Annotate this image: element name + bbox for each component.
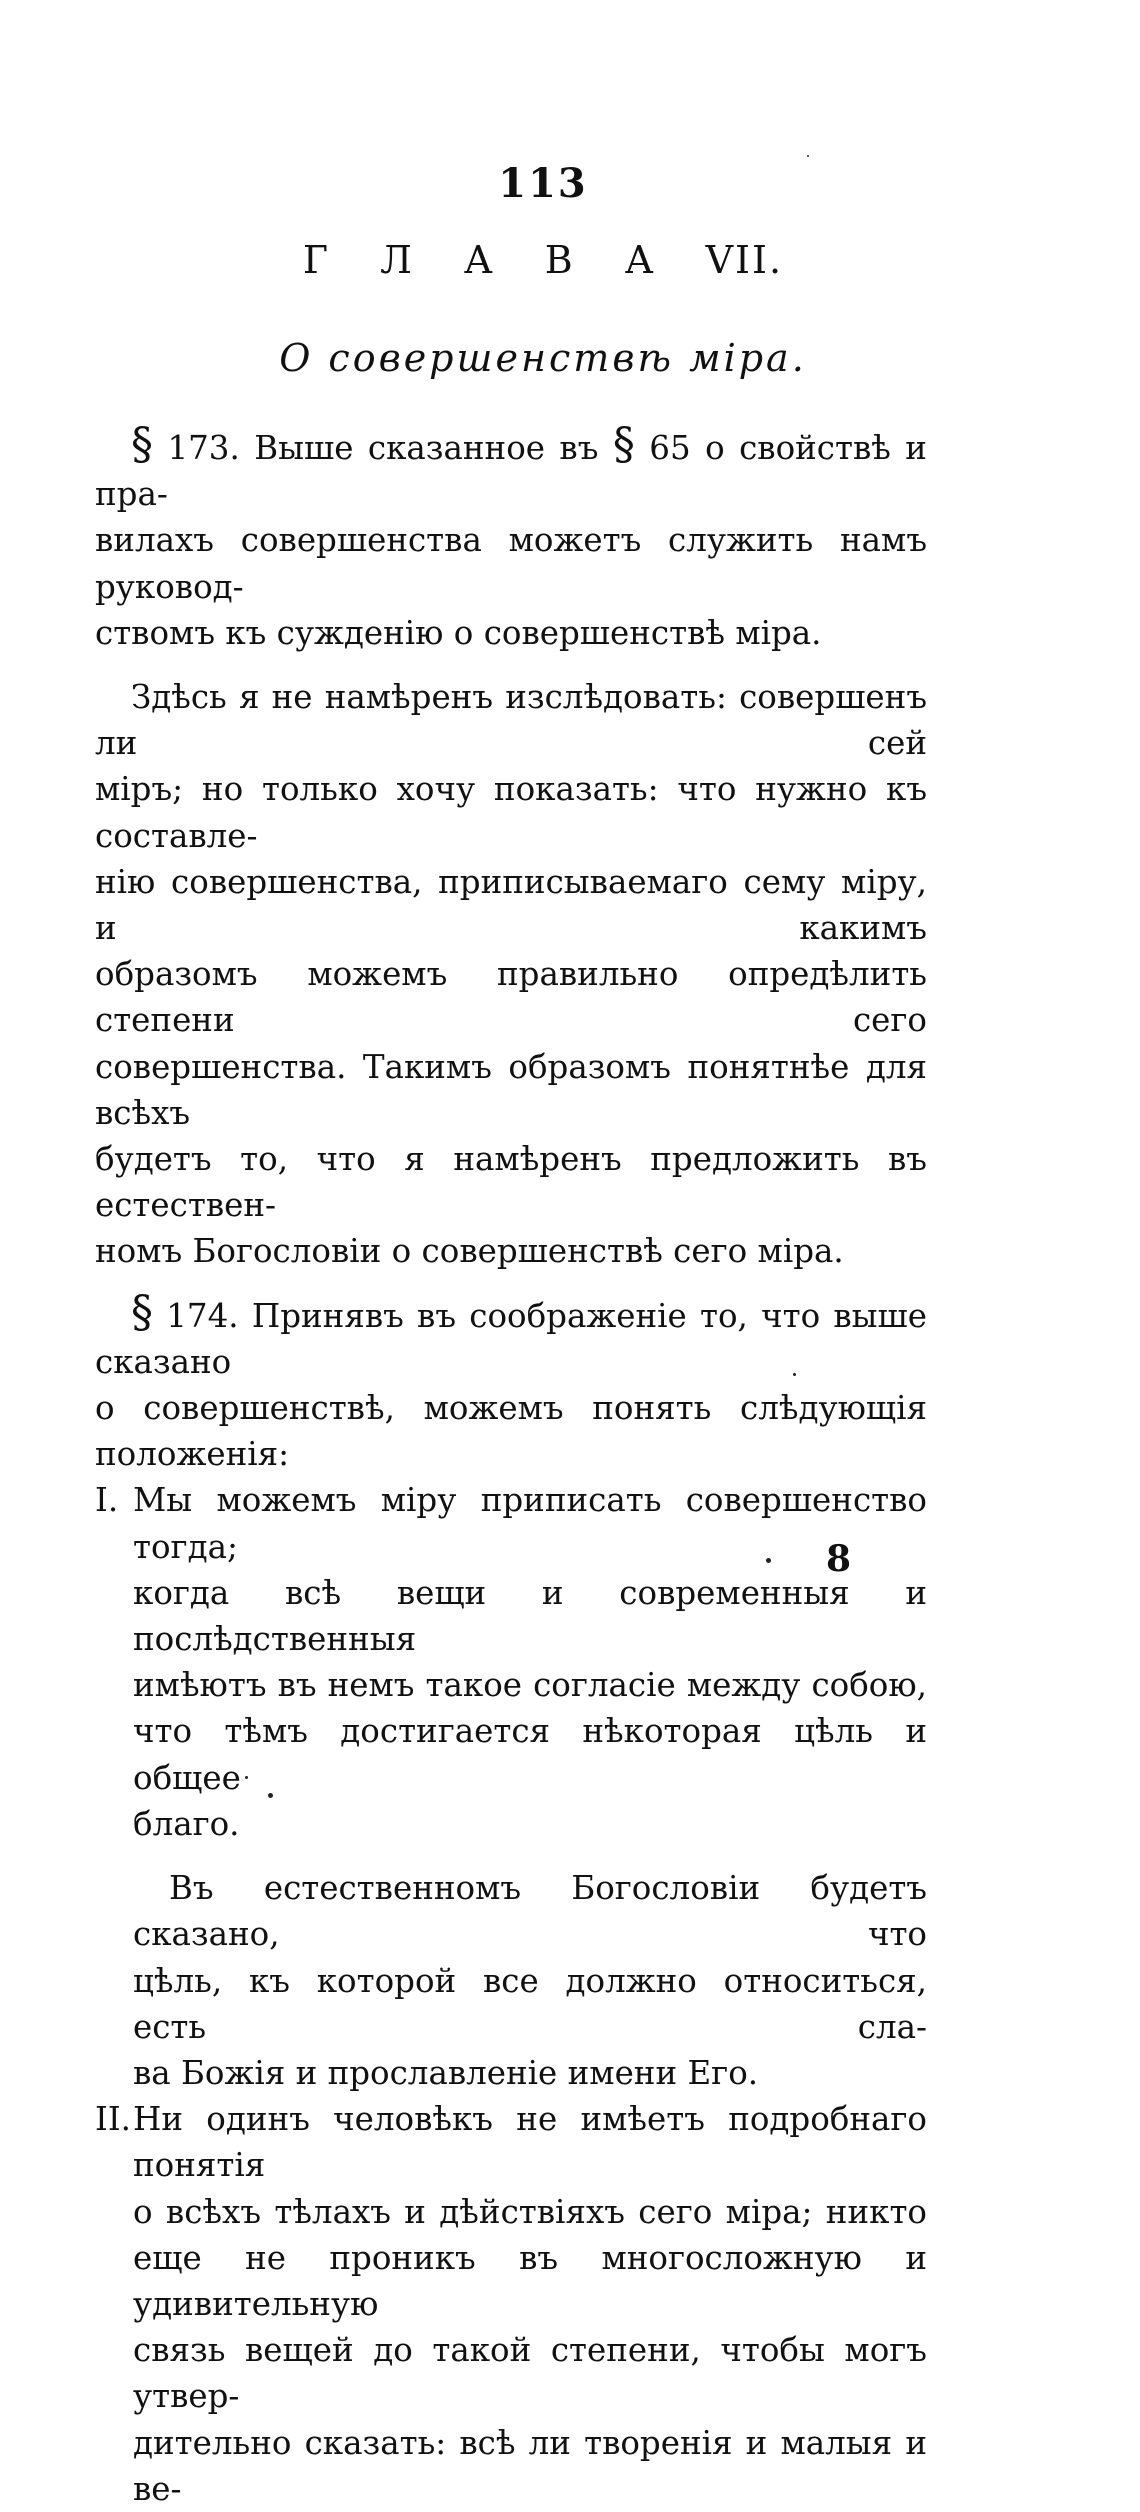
text-line: что тѣмъ достигается нѣкоторая цѣль и общее [133,1712,927,1797]
page-number: 113 [498,160,588,207]
text-line: Въ естественномъ Богословіи будетъ сказано, что [133,1869,927,1954]
section-sign: § [612,419,635,470]
item-2-number: II. [95,2100,132,2139]
text-line: имѣютъ въ немъ такое согласіе между собою, [133,1666,927,1705]
text-line: будетъ то, что я намѣренъ предложить въ естествен- [95,1140,927,1225]
text-line: Здѣсь я не намѣренъ изслѣдовать: совершенъ ли сей [95,678,927,763]
text-line: связь вещей до такой степени, чтобы могъ утвер- [133,2331,927,2416]
text-line: образомъ можемъ правильно опредѣлить степени сего [95,955,927,1040]
text-line: нію совершенства, приписываемаго сему міру, и какимъ [95,862,927,948]
text-line: міръ; но только хочу показать: что нужно къ составле- [95,770,927,855]
section-173-line: § 173. Выше сказанное въ § 65 о свойствѣ и пра- [95,419,927,514]
ink-speck [793,1373,796,1376]
chapter-title: О совершенствѣ міра. [279,336,807,380]
section-174-number: 174. [166,1296,239,1335]
text-line: ва Божія и прославленіе имени Его. [133,2053,759,2092]
section-sign: § [131,419,153,470]
text-line: дительно сказать: всѣ ли творенія и малыя и ве- [133,2423,927,2508]
text-line: вилахъ совершенства можетъ служить намъ руковод- [95,521,927,606]
section-173-number: 173. [167,429,240,467]
item-2-line: II.Ни одинъ человѣкъ не имѣетъ подробнаго понятія [95,2096,927,2188]
text-line: о совершенствѣ, можемъ понять слѣдующія положенія: [95,1389,927,1474]
item-1-number: I. [95,1481,119,1520]
text-line: цѣль, къ которой все должно относиться, есть сла- [133,1961,927,2046]
ink-speck [766,1558,771,1563]
ink-speck [807,155,809,157]
section-174-line: § 174. Принявъ въ соображеніе то, что выше сказано [95,1286,927,1381]
text-line: еще не проникъ въ многосложную и удивительную [133,2238,927,2323]
item-1-line: I. Мы можемъ міру приписать совершенство тогда; [95,1477,927,1569]
text-line: совершенства. Такимъ образомъ понятнѣе для всѣхъ [95,1047,927,1132]
section-sign: § [131,1286,153,1338]
signature-mark: 8 [826,1538,852,1580]
text-line: ствомъ къ сужденію о совершенствѣ міра. [95,613,822,652]
body-text [95,419,927,2512]
chapter-heading: Г Л А В А VII. [302,238,784,282]
ink-speck [268,1793,273,1798]
text-line: благо. [133,1804,240,1843]
ink-speck [245,1776,248,1779]
text-line: когда всѣ вещи и современныя и послѣдственныя [133,1573,927,1659]
text-line: о всѣхъ тѣлахъ и дѣйствіяхъ сего міра; никто [133,2192,927,2231]
text-line: номъ Богословіи о совершенствѣ сего міра. [95,1232,844,1271]
